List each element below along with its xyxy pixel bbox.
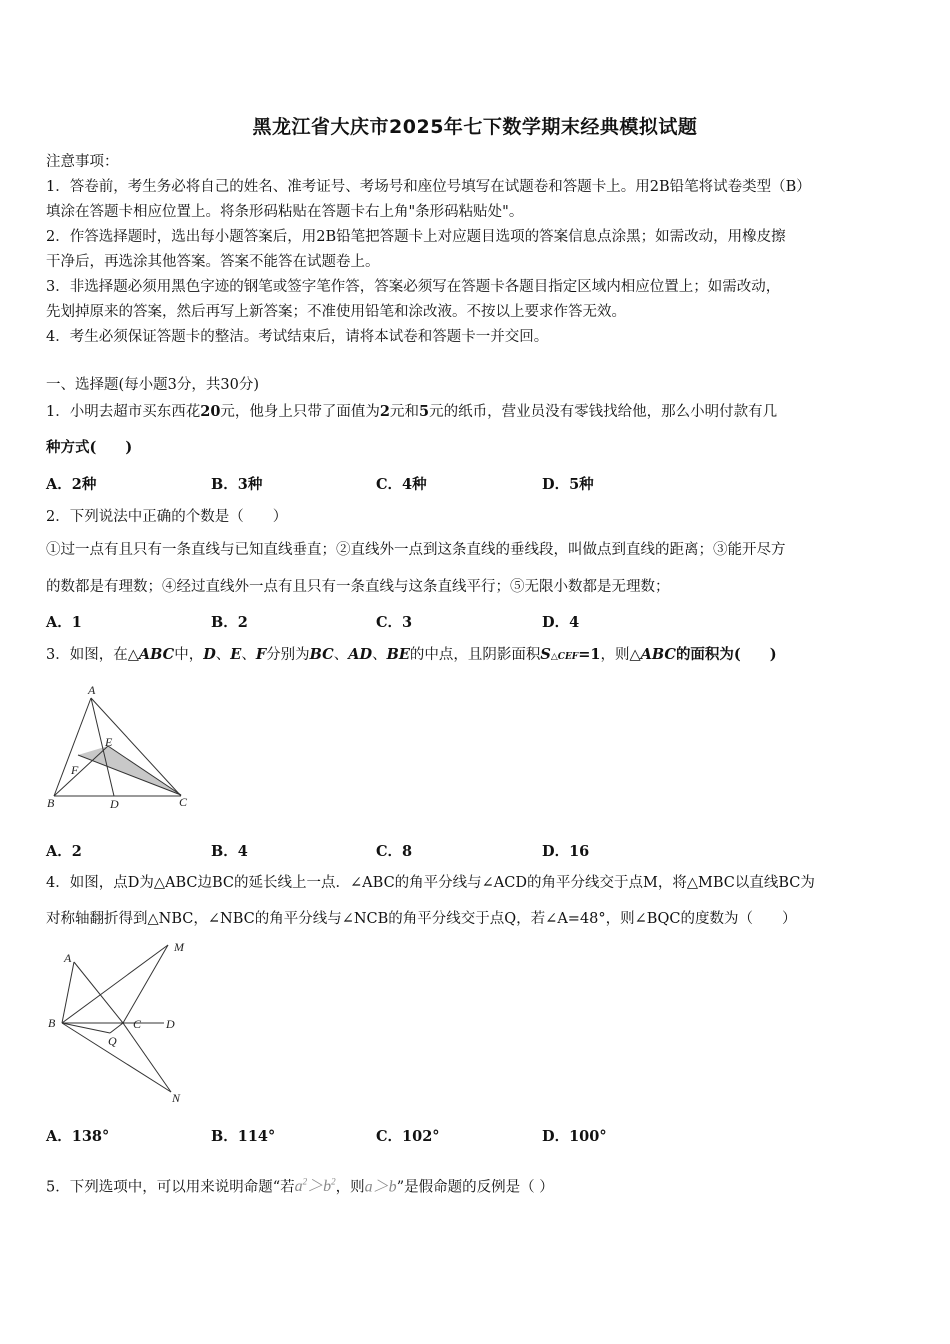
option-a[interactable]: A．2种 [46, 476, 97, 493]
notice-heading: 注意事项： [46, 154, 119, 170]
label-d: D [110, 797, 119, 811]
option-c[interactable]: C．3 [376, 614, 413, 631]
notice-line: 填涂在答题卡相应位置上。将条形码粘贴在答题卡右上角"条形码粘贴处"。 [46, 204, 524, 220]
option-b[interactable]: B．2 [211, 614, 248, 631]
question-1: 1．小明去超市买东西花20元，他身上只带了面值为2元和5元的纸币，营业员没有零钱找给他，那么小明付款有几 [46, 403, 778, 420]
notice-line: 2．作答选择题时，选出每小题答案后，用2B铅笔把答题卡上对应题目选项的答案信息点涂黑；如需改动，用橡皮擦 [46, 229, 786, 245]
question-2-line-2: ①过一点有且只有一条直线与已知直线垂直；②直线外一点到这条直线的垂线段，叫做点到直线的距离；③能开尽方 [46, 542, 786, 558]
option-d[interactable]: D．16 [542, 843, 590, 860]
label-q: Q [108, 1034, 117, 1048]
question-1-line-2: 种方式( ) [46, 439, 133, 456]
option-b[interactable]: B．3种 [211, 476, 263, 493]
question-4-line-2: 对称轴翻折得到△NBC，∠NBC的角平分线与∠NCB的角平分线交于点Q，若∠A=48°，则∠BQC的度数为（ ） [46, 911, 797, 927]
notice-line: 干净后，再选涂其他答案。答案不能答在试题卷上。 [46, 254, 380, 270]
option-a[interactable]: A．1 [46, 614, 82, 631]
option-b[interactable]: B．4 [211, 843, 248, 860]
option-d[interactable]: D．100° [542, 1128, 607, 1145]
label-c: C [179, 795, 188, 809]
page-title: 黑龙江省大庆市2025年七下数学期末经典模拟试题 [252, 116, 698, 138]
question-5: 5．下列选项中，可以用来说明命题“若$a^2>b^2$，则a＞b”是假命题的反例是（ ） [46, 1177, 554, 1196]
question-number: 2． [46, 509, 70, 525]
label-e: E [105, 735, 113, 749]
question-2: 2．下列说法中正确的个数是（ ） [46, 509, 288, 525]
q3-triangle-figure [44, 680, 204, 815]
label-m: M [174, 940, 184, 954]
math-inequality-2: a＞b [364, 1178, 397, 1196]
option-a[interactable]: A．2 [46, 843, 82, 860]
notice-line: 3．非选择题必须用黑色字迹的钢笔或签字笔作答，答案必须写在答题卡各题目指定区域内相应位置上；如需改动， [46, 279, 781, 295]
notice-line: 先划掉原来的答案，然后再写上新答案；不准使用铅笔和涂改液。不按以上要求作答无效。 [46, 304, 626, 320]
option-d[interactable]: D．5种 [542, 476, 594, 493]
option-c[interactable]: C．8 [376, 843, 413, 860]
section-heading: 一、选择题(每小题3分，共30分) [46, 377, 259, 393]
label-a: A [88, 683, 96, 697]
question-number: 1． [46, 404, 70, 420]
question-3: 3．如图，在△ABC中，D、E、F分别为BC、AD、BE的中点，且阴影面积S△CEF=1，则△ABC的面积为( ) [46, 646, 777, 663]
label-f: F [71, 763, 79, 777]
label-b: B [48, 1016, 56, 1030]
question-number: 4． [46, 875, 70, 891]
notice-line: 1．答卷前，考生务必将自己的姓名、准考证号、考场号和座位号填写在试题卷和答题卡上。用2B铅笔将试卷类型（B） [46, 179, 811, 195]
q4-angle-figure [44, 935, 204, 1110]
label-d: D [166, 1017, 175, 1031]
label-b: B [47, 796, 55, 810]
question-2-line-3: 的数都是有理数；④经过直线外一点有且只有一条直线与这条直线平行；⑤无限小数都是无理数； [46, 579, 670, 595]
label-n: N [172, 1091, 181, 1105]
option-c[interactable]: C．102° [376, 1128, 440, 1145]
option-b[interactable]: B．114° [211, 1128, 276, 1145]
label-a: A [64, 951, 72, 965]
question-number: 3． [46, 647, 70, 663]
label-c: C [133, 1017, 142, 1031]
question-number: 5． [46, 1179, 70, 1196]
question-4: 4．如图，点D为△ABC边BC的延长线上一点．∠ABC的角平分线与∠ACD的角平分线交于点M，将△MBC以直线BC为 [46, 875, 815, 891]
shaded-triangle-cef [78, 746, 181, 795]
option-d[interactable]: D．4 [542, 614, 580, 631]
notice-line: 4．考生必须保证答题卡的整洁。考试结束后，请将本试卷和答题卡一并交回。 [46, 329, 549, 345]
math-inequality-1: $a^2>b^2$ [294, 1177, 336, 1196]
option-c[interactable]: C．4种 [376, 476, 427, 493]
option-a[interactable]: A．138° [46, 1128, 110, 1145]
